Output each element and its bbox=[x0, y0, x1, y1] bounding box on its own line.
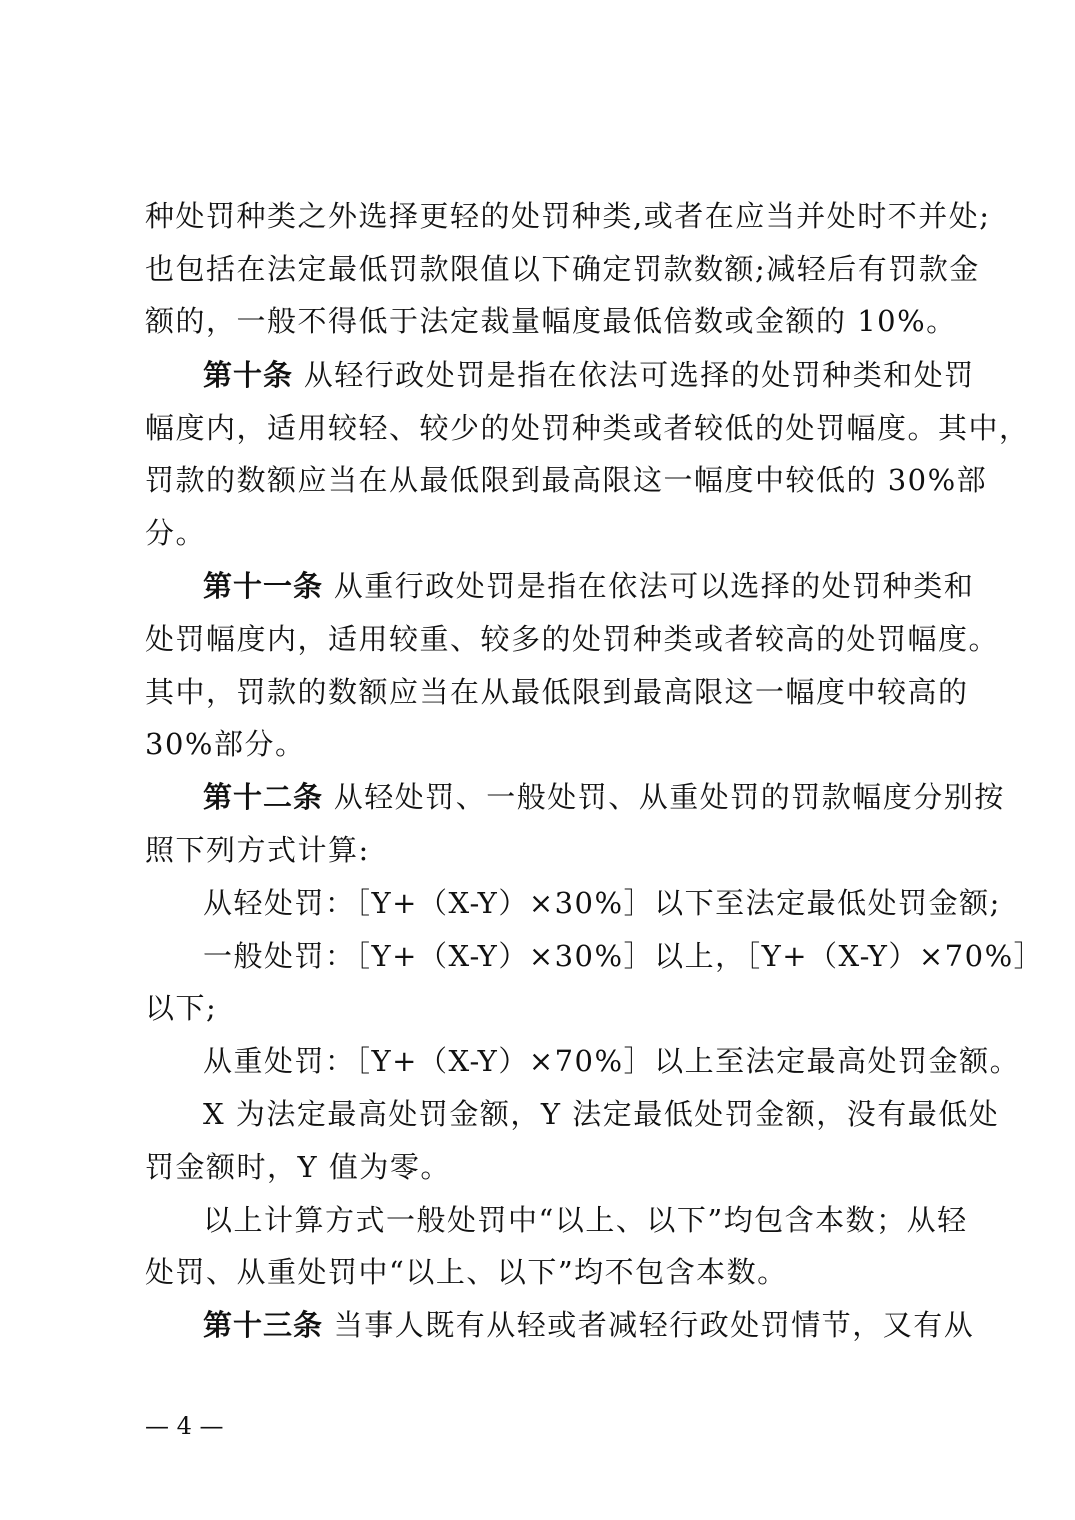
paragraph-line: 额的，一般不得低于法定裁量幅度最低倍数或金额的 10%。 bbox=[145, 304, 957, 338]
paragraph-line: 也包括在法定最低罚款限值以下确定罚款数额;减轻后有罚款金 bbox=[145, 252, 980, 286]
paragraph-line: 照下列方式计算: bbox=[145, 833, 370, 867]
article-11-first-line bbox=[203, 567, 975, 605]
article-13-first-line bbox=[203, 1306, 975, 1344]
article-12-text: 从轻处罚、一般处罚、从重处罚的罚款幅度分别按 bbox=[333, 780, 1005, 814]
article-12-label: 第十二条 bbox=[203, 780, 324, 814]
definitions-line: 罚金额时，Y 值为零。 bbox=[145, 1150, 451, 1184]
article-13-text: 当事人既有从轻或者减轻行政处罚情节，又有从 bbox=[333, 1308, 975, 1342]
formula-heavy: 从重处罚：［Y+（X-Y）×70%］以上至法定最高处罚金额。 bbox=[203, 1044, 1021, 1078]
article-10-text: 从轻行政处罚是指在依法可选择的处罚种类和处罚 bbox=[303, 358, 975, 392]
note-line: 处罚、从重处罚中“以上、以下”均不包含本数。 bbox=[145, 1255, 788, 1289]
formula-general: 一般处罚：［Y+（X-Y）×30%］以上，［Y+（X-Y）×70%］ bbox=[203, 939, 1045, 973]
paragraph-line: 分。 bbox=[145, 516, 207, 550]
article-11-text: 从重行政处罚是指在依法可以选择的处罚种类和 bbox=[333, 569, 975, 603]
paragraph-line: 处罚幅度内，适用较重、较多的处罚种类或者较高的处罚幅度。 bbox=[145, 622, 1000, 656]
paragraph-line: 罚款的数额应当在从最低限到最高限这一幅度中较低的 30%部 bbox=[145, 463, 988, 497]
article-10-label: 第十条 bbox=[203, 358, 294, 392]
formula-general-cont: 以下; bbox=[145, 991, 218, 1025]
paragraph-line: 种处罚种类之外选择更轻的处罚种类,或者在应当并处时不并处; bbox=[145, 199, 991, 233]
paragraph-line: 30%部分。 bbox=[145, 727, 306, 761]
paragraph-line: 其中，罚款的数额应当在从最低限到最高限这一幅度中较高的 bbox=[145, 675, 969, 709]
article-11-label: 第十一条 bbox=[203, 569, 324, 603]
page-number: — 4 — bbox=[145, 1412, 224, 1440]
definitions-line: X 为法定最高处罚金额，Y 法定最低处罚金额，没有最低处 bbox=[203, 1097, 1000, 1131]
formula-light: 从轻处罚：［Y+（X-Y）×30%］以下至法定最低处罚金额; bbox=[203, 886, 1001, 920]
article-12-first-line bbox=[203, 778, 1005, 816]
paragraph-line: 幅度内，适用较轻、较少的处罚种类或者较低的处罚幅度。其中， bbox=[145, 411, 1030, 445]
article-13-label: 第十三条 bbox=[203, 1308, 324, 1342]
article-10-first-line bbox=[203, 356, 975, 394]
note-line: 以上计算方式一般处罚中“以上、以下”均包含本数；从轻 bbox=[203, 1203, 968, 1237]
